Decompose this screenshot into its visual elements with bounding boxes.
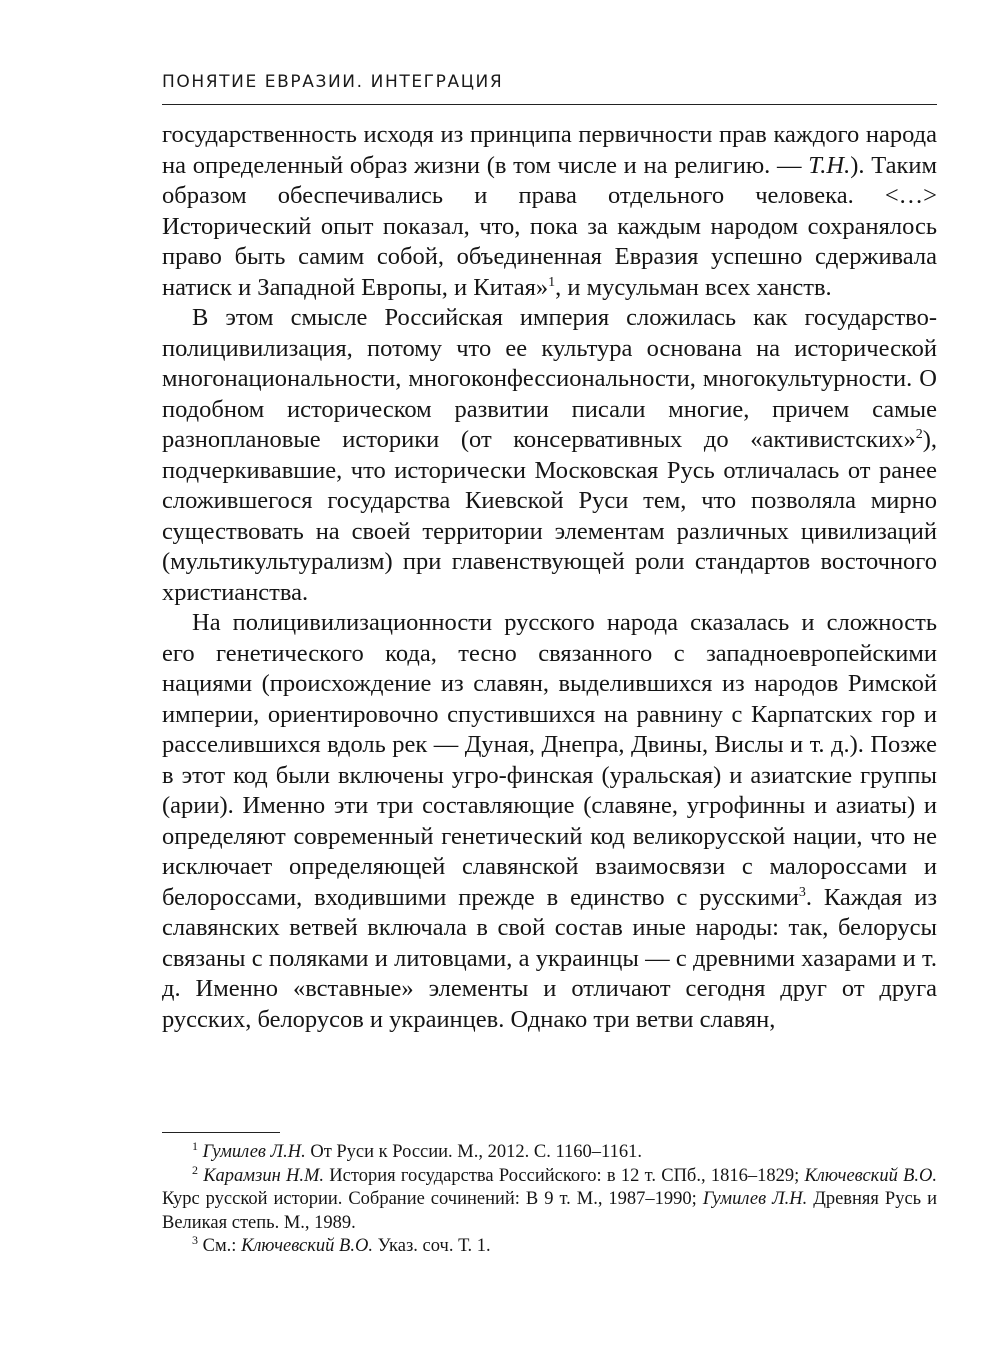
header-rule [162,104,937,105]
footnote-author-2: Ключевский В.О. [804,1165,937,1186]
footnote-text: История государства Российского: в 12 т. СПб., 1816–1829; [324,1165,805,1186]
paragraph-3 [162,608,937,1035]
p1-initials: Т.Н. [808,151,851,179]
footnote-number: 1 [192,1139,198,1153]
footnote-2 [162,1162,937,1236]
footnote-author-3: Гумилев Л.Н. [702,1189,808,1209]
paragraph-2 [162,303,937,608]
footnote-author: Ключевский В.О. [241,1236,373,1256]
main-text [162,120,937,1035]
footnote-text: От Руси к России. М., 2012. С. 1160–1161. [305,1142,642,1162]
p1-text-a: государственность исходя из принципа первичности прав каждого народа на определенный образ жизни (в том числе и на религию. — [162,121,937,179]
footnote-rule [162,1132,280,1133]
paragraph-1 [162,120,937,303]
footnote-number: 2 [192,1162,198,1177]
footnote-ref-3[interactable]: 3 [798,884,806,900]
p1-text-c: , и мусульман всех ханств. [555,273,832,301]
footnote-prefix: См.: [202,1236,242,1256]
footnote-ref-2[interactable]: 2 [915,427,923,442]
footnote-text: Указ. соч. Т. 1. [372,1236,491,1256]
footnote-author: Карамзин Н.М. [203,1165,325,1186]
footnote-1 [162,1141,937,1165]
running-header: ПОНЯТИЕ ЕВРАЗИИ. ИНТЕГРАЦИЯ [162,72,504,92]
footnote-number: 3 [192,1233,198,1247]
footnote-ref-1[interactable]: 1 [548,274,556,290]
footnote-3 [162,1235,937,1259]
p3-text-a: На полицивилизационности русского народа сказалась и сложность его генетического кода, тесно связанного с западноевропейскими нациями (происхождение из славян, выделившихся из народов Римской империи, ориентировочно спустившихся на равнину с Карпатских гор и расселившихся вдоль рек — Дуная, Днепра, Двины, Вислы и т. д.). Позже в этот код были включены угро-финская (уральская) и азиатские группы (арии). Именно эти три составляющие (славяне, угрофинны и азиаты) и определяют современный генетический код великорусской нации, что не исключает определяющей славянской взаимосвязи с малороссами и белороссами, входившими прежде в единство с русскими [162,609,937,911]
footnote-author: Гумилев Л.Н. [202,1142,306,1162]
p1-text-b: ). Таким образом обеспечивались и права отдельного человека. <…> Исторический опыт показал, что, пока за каждым народом сохранялось право быть самим собой, объединенная Евразия успешно сдерживала натиск и Западной Европы, и Китая» [162,151,937,301]
p2-text-b: ), подчеркивавшие, что исторически Московская Русь отличалась от ранее сложившегося государства Киевской Руси тем, что позволяла мирно существовать на своей территории элементам различных цивилизаций (мультикультурализм) при главенствующей роли стандартов восточного христианства. [162,426,937,606]
footnote-text-3: Древняя Русь и Великая степь. М., 1989. [162,1189,937,1233]
p2-text-a: В этом смысле Российская империя сложилась как государство-полицивилизация, потому что ее культура основана на исторической многонациональности, многоконфессиональности, многокультурности. О подобном историческом развитии писали многие, причем самые разноплановые историки (от консервативных до «активистских» [162,304,937,453]
footnotes [162,1141,937,1259]
footnote-text-2: Курс русской истории. Собрание сочинений: В 9 т. М., 1987–1990; [162,1189,703,1209]
p3-text-b: . Каждая из славянских ветвей включала в свой состав иные народы: так, белорусы связаны с поляками и литовцами, а украинцы — с древними хазарами и т. д. Именно «вставные» элементы и отличают сегодня друг от друга русских, белорусов и украинцев. Однако три ветви славян, [162,883,937,1033]
